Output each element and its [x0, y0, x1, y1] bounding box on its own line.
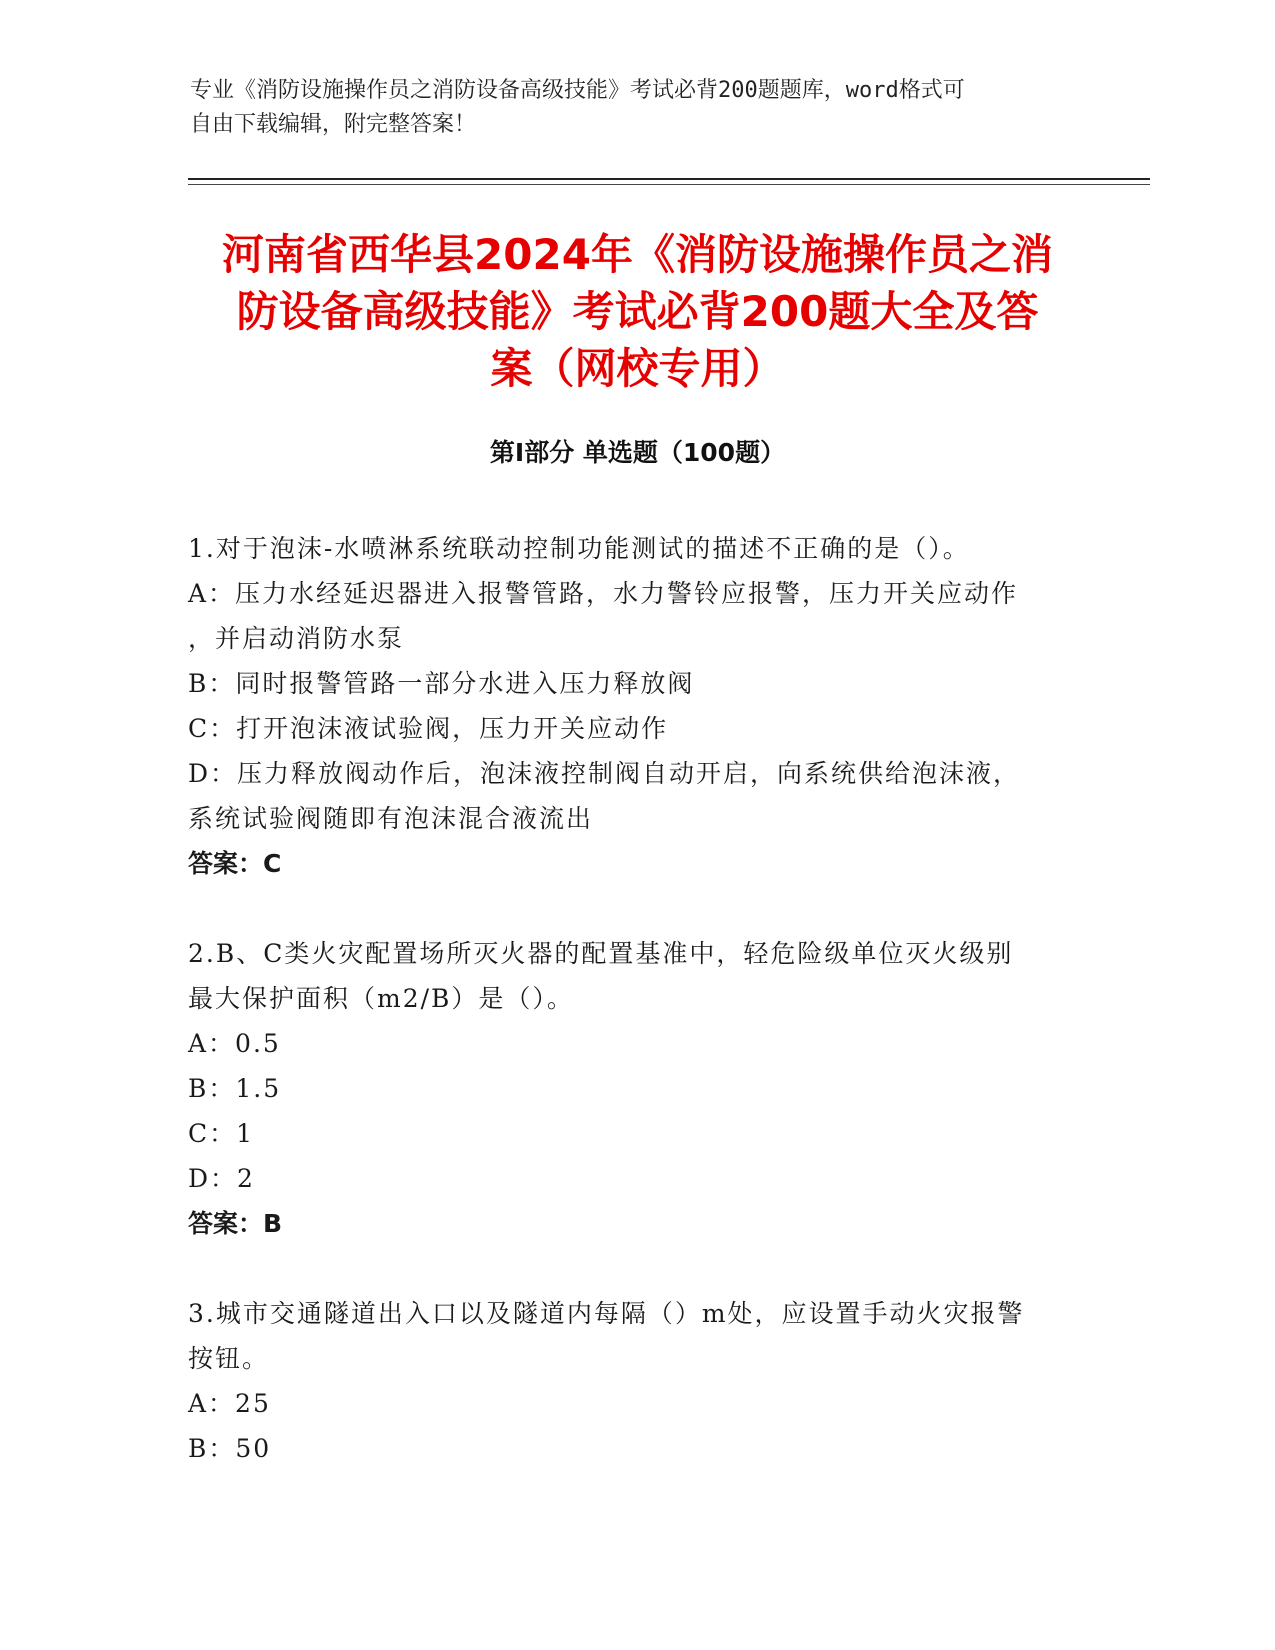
option-b: B：1.5 [188, 1074, 282, 1103]
answer-line: 答案：B [188, 1209, 283, 1238]
option-d-continued: 系统试验阀随即有泡沫混合液流出 [188, 804, 594, 833]
document-title [150, 226, 1125, 397]
header-note-line: 自由下载编辑，附完整答案！ [190, 112, 477, 137]
header-divider-thin [188, 184, 1150, 185]
question-spacer [188, 1246, 1088, 1291]
title-line: 河南省西华县2024年《消防设施操作员之消 [222, 230, 1053, 279]
option-c: C：1 [188, 1119, 255, 1148]
question-stem: 2.B、C类火灾配置场所灭火器的配置基准中，轻危险级单位灭火级别 [188, 939, 1014, 968]
question-list [188, 526, 1088, 1471]
option-a: A：25 [188, 1389, 271, 1418]
question-stem-continued: 按钮。 [188, 1344, 270, 1373]
question-item [188, 1291, 1088, 1471]
option-b: B：同时报警管路一部分水进入压力释放阀 [188, 669, 695, 698]
header-note [190, 74, 1070, 142]
option-a: A：0.5 [188, 1029, 281, 1058]
option-a: A：压力水经延迟器进入报警管路，水力警铃应报警，压力开关应动作 [188, 579, 1019, 608]
section-heading: 第I部分 单选题（100题） [489, 438, 786, 467]
question-spacer [188, 886, 1088, 931]
question-stem: 3.城市交通隧道出入口以及隧道内每隔（）m处，应设置手动火灾报警 [188, 1299, 1025, 1328]
question-item [188, 931, 1088, 1246]
option-a-continued: ，并启动消防水泵 [188, 624, 405, 653]
title-line: 防设备高级技能》考试必背200题大全及答 [236, 287, 1039, 336]
option-d: D：2 [188, 1164, 255, 1193]
question-item [188, 526, 1088, 886]
question-stem: 1.对于泡沫-水喷淋系统联动控制功能测试的描述不正确的是（）。 [188, 534, 970, 563]
header-divider-thick [188, 178, 1150, 180]
header-note-line: 专业《消防设施操作员之消防设备高级技能》考试必背200题题库，word格式可 [190, 78, 965, 103]
option-b: B：50 [188, 1434, 272, 1463]
question-stem-continued: 最大保护面积（m2/B）是（）。 [188, 984, 574, 1013]
title-line: 案（网校专用） [490, 344, 785, 393]
answer-line: 答案：C [188, 849, 282, 878]
option-d: D：压力释放阀动作后，泡沫液控制阀自动开启，向系统供给泡沫液， [188, 759, 1021, 788]
option-c: C：打开泡沫液试验阀，压力开关应动作 [188, 714, 669, 743]
